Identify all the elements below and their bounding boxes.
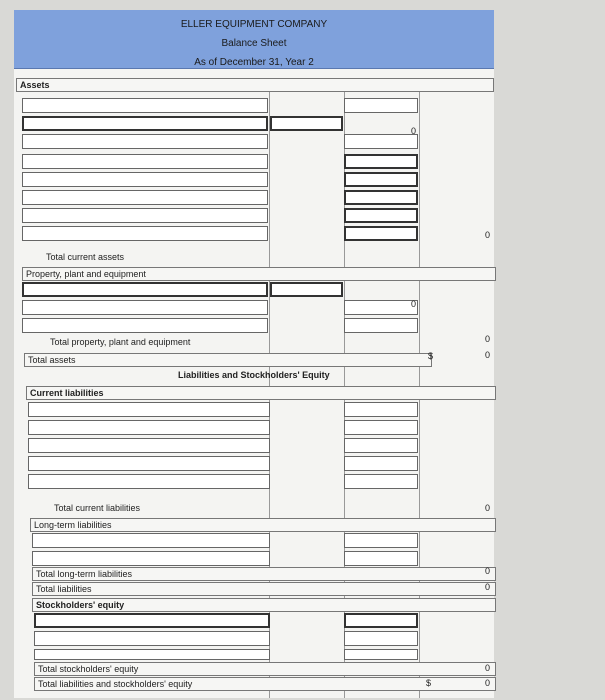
current-asset-amount-input[interactable] <box>344 134 418 149</box>
liabilities-equity-heading: Liabilities and Stockholders' Equity <box>178 370 330 380</box>
total-assets-label: Total assets <box>24 353 432 367</box>
current-liability-amount-input[interactable] <box>344 420 418 435</box>
ppe-item-amount-input[interactable] <box>344 318 418 333</box>
total-liabilities-equity-label: Total liabilities and stockholders' equity <box>34 677 496 691</box>
current-asset-name-input[interactable] <box>22 134 268 149</box>
assets-heading: Assets <box>16 78 494 92</box>
statement-date: As of December 31, Year 2 <box>194 57 314 68</box>
equity-item-name-input[interactable] <box>34 631 270 646</box>
equity-item-amount-input[interactable] <box>344 649 418 660</box>
equity-item-name-input[interactable] <box>34 613 270 628</box>
total-current-assets-label: Total current assets <box>46 252 125 262</box>
total-current-liabilities-label: Total current liabilities <box>54 503 141 513</box>
current-asset-amount-input[interactable] <box>344 208 418 223</box>
current-liability-name-input[interactable] <box>28 474 270 489</box>
ppe-subtotal: 0 <box>410 299 416 309</box>
equity-item-amount-input[interactable] <box>344 613 418 628</box>
current-asset-name-input[interactable] <box>22 116 268 131</box>
stockholders-equity-heading: Stockholders' equity <box>32 598 496 612</box>
current-liability-name-input[interactable] <box>28 402 270 417</box>
total-assets-currency: $ <box>428 351 434 361</box>
current-liability-name-input[interactable] <box>28 438 270 453</box>
current-asset-amount-input[interactable] <box>270 116 343 131</box>
long-term-liability-name-input[interactable] <box>32 551 270 566</box>
long-term-liability-amount-input[interactable] <box>344 551 418 566</box>
equity-item-name-input[interactable] <box>34 649 270 660</box>
ppe-item-amount-input[interactable] <box>270 282 343 297</box>
current-asset-name-input[interactable] <box>22 172 268 187</box>
current-liabilities-heading: Current liabilities <box>26 386 496 400</box>
current-liability-name-input[interactable] <box>28 456 270 471</box>
equity-item-amount-input[interactable] <box>344 631 418 646</box>
current-asset-amount-input[interactable] <box>344 98 418 113</box>
total-current-liabilities-value: 0 <box>484 503 490 513</box>
current-liability-amount-input[interactable] <box>344 438 418 453</box>
total-long-term-liabilities-value: 0 <box>484 566 490 576</box>
current-asset-name-input[interactable] <box>22 208 268 223</box>
current-asset-name-input[interactable] <box>22 154 268 169</box>
current-liability-amount-input[interactable] <box>344 474 418 489</box>
current-asset-amount-input[interactable] <box>344 190 418 205</box>
ppe-item-name-input[interactable] <box>22 318 268 333</box>
total-ppe-label: Total property, plant and equipment <box>50 337 191 347</box>
current-liability-amount-input[interactable] <box>344 402 418 417</box>
total-long-term-liabilities-label: Total long-term liabilities <box>32 567 496 581</box>
long-term-liability-amount-input[interactable] <box>344 533 418 548</box>
total-stockholders-equity-label: Total stockholders' equity <box>34 662 496 676</box>
total-current-assets-value: 0 <box>484 230 490 240</box>
total-liabilities-value: 0 <box>484 582 490 592</box>
current-asset-amount-input[interactable] <box>344 226 418 241</box>
total-assets-value: 0 <box>484 350 490 360</box>
current-asset-amount-input[interactable] <box>344 172 418 187</box>
current-asset-name-input[interactable] <box>22 98 268 113</box>
ppe-item-name-input[interactable] <box>22 282 268 297</box>
total-liabilities-label: Total liabilities <box>32 582 496 596</box>
sheet-header <box>14 10 494 69</box>
current-assets-subtotal: 0 <box>410 126 416 136</box>
ppe-heading: Property, plant and equipment <box>22 267 496 281</box>
current-asset-name-input[interactable] <box>22 226 268 241</box>
current-liability-amount-input[interactable] <box>344 456 418 471</box>
grand-total-value: 0 <box>484 678 490 688</box>
long-term-liabilities-heading: Long-term liabilities <box>30 518 496 532</box>
current-asset-name-input[interactable] <box>22 190 268 205</box>
statement-title: Balance Sheet <box>221 38 287 49</box>
total-stockholders-equity-value: 0 <box>484 663 490 673</box>
current-asset-amount-input[interactable] <box>344 154 418 169</box>
total-ppe-value: 0 <box>484 334 490 344</box>
ppe-item-name-input[interactable] <box>22 300 268 315</box>
balance-sheet-form <box>14 10 494 698</box>
current-liability-name-input[interactable] <box>28 420 270 435</box>
long-term-liability-name-input[interactable] <box>32 533 270 548</box>
grand-total-currency: $ <box>426 678 432 688</box>
company-name: ELLER EQUIPMENT COMPANY <box>180 19 328 30</box>
